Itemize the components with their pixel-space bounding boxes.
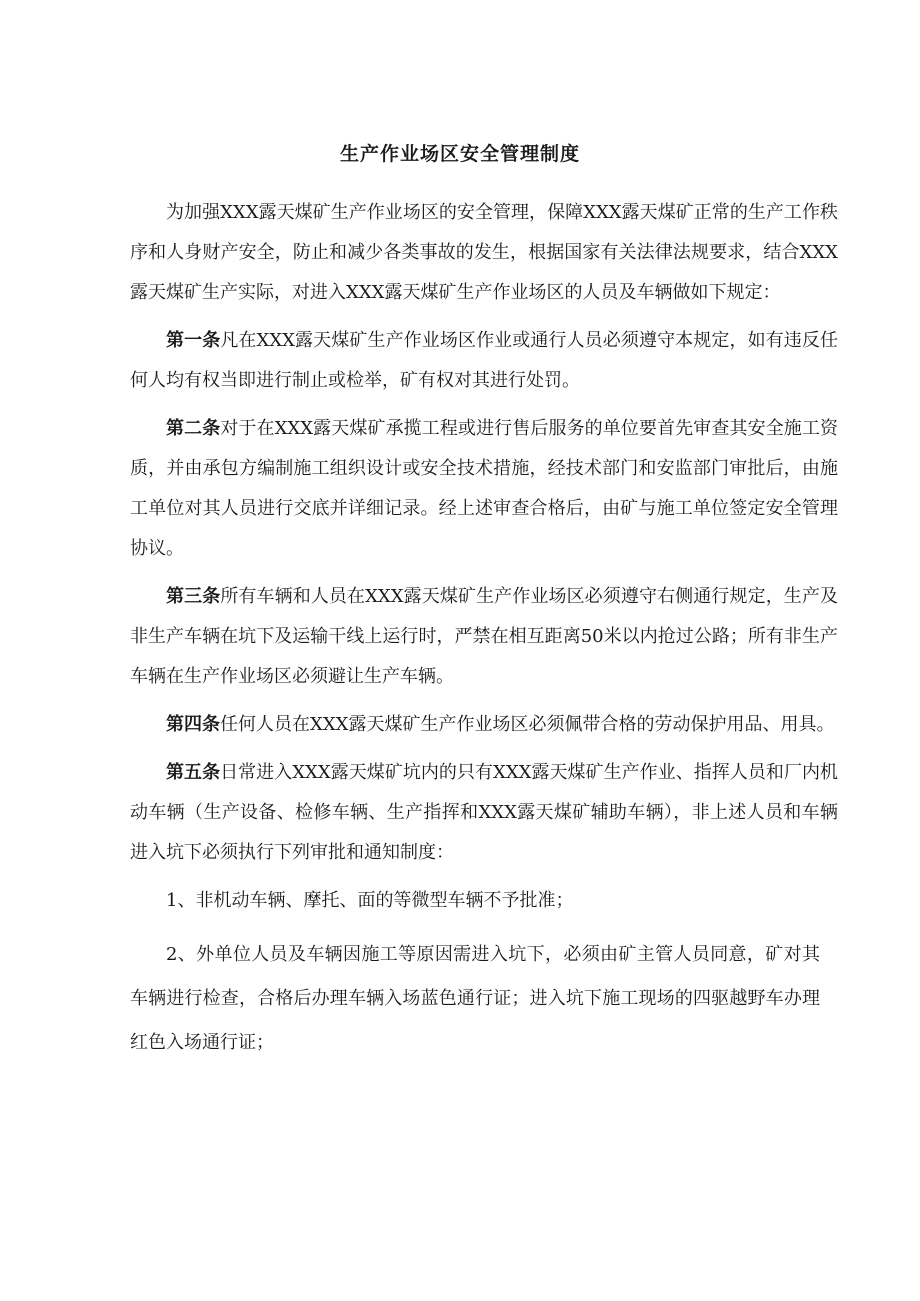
intro-paragraph: 为加强XXX露天煤矿生产作业场区的安全管理，保障XXX露天煤矿正常的生产工作秩序和人身财产安全，防止和减少各类事故的发生，根据国家有关法律法规要求，结合XXX露天煤矿生产实际，对进入XXX露天煤矿生产作业场区的人员及车辆做如下规定：	[130, 202, 838, 303]
article-paragraph	[130, 753, 838, 873]
article-label: 第一条	[166, 330, 221, 351]
document-title: 生产作业场区安全管理制度	[339, 143, 580, 165]
article-text: 任何人员在XXX露天煤矿生产作业场区必须佩带合格的劳动保护用品、用具。	[220, 714, 835, 735]
article-text: 凡在XXX露天煤矿生产作业场区作业或通行人员必须遵守本规定，如有违反任何人均有权当即进行制止或检举，矿有权对其进行处罚。	[130, 330, 838, 391]
article-label: 第二条	[166, 418, 221, 439]
article-label: 第四条	[166, 714, 220, 735]
article-label: 第五条	[166, 762, 221, 783]
article-text: 日常进入XXX露天煤矿坑内的只有XXX露天煤矿生产作业、指挥人员和厂内机动车辆（生产设备、检修车辆、生产指挥和XXX露天煤矿辅助车辆），非上述人员和车辆进入坑下必须执行下列审批和通知制度：	[130, 762, 839, 863]
article-label: 第三条	[166, 586, 221, 607]
article-paragraph	[130, 705, 838, 745]
document-body	[130, 193, 838, 1073]
article-paragraph	[130, 577, 838, 697]
article-paragraph	[130, 409, 838, 569]
article-paragraph	[130, 321, 838, 401]
article-text: 对于在XXX露天煤矿承揽工程或进行售后服务的单位要首先审查其安全施工资质，并由承包方编制施工组织设计或安全技术措施，经技术部门和安监部门审批后，由施工单位对其人员进行交底并详细记录。经上述审查合格后，由矿与施工单位签定安全管理协议。	[130, 418, 838, 559]
article-text: 所有车辆和人员在XXX露天煤矿生产作业场区必须遵守右侧通行规定，生产及非生产车辆在坑下及运输干线上运行时，严禁在相互距离50米以内抢过公路；所有非生产车辆在生产作业场区必须避让生产车辆。	[130, 586, 838, 687]
list-item: 2、外单位人员及车辆因施工等原因需进入坑下，必须由矿主管人员同意，矿对其车辆进行检查，合格后办理车辆入场蓝色通行证；进入坑下施工现场的四驱越野车办理红色入场通行证；	[130, 944, 820, 1053]
list-item: 1、非机动车辆、摩托、面的等微型车辆不予批准；	[166, 890, 574, 911]
